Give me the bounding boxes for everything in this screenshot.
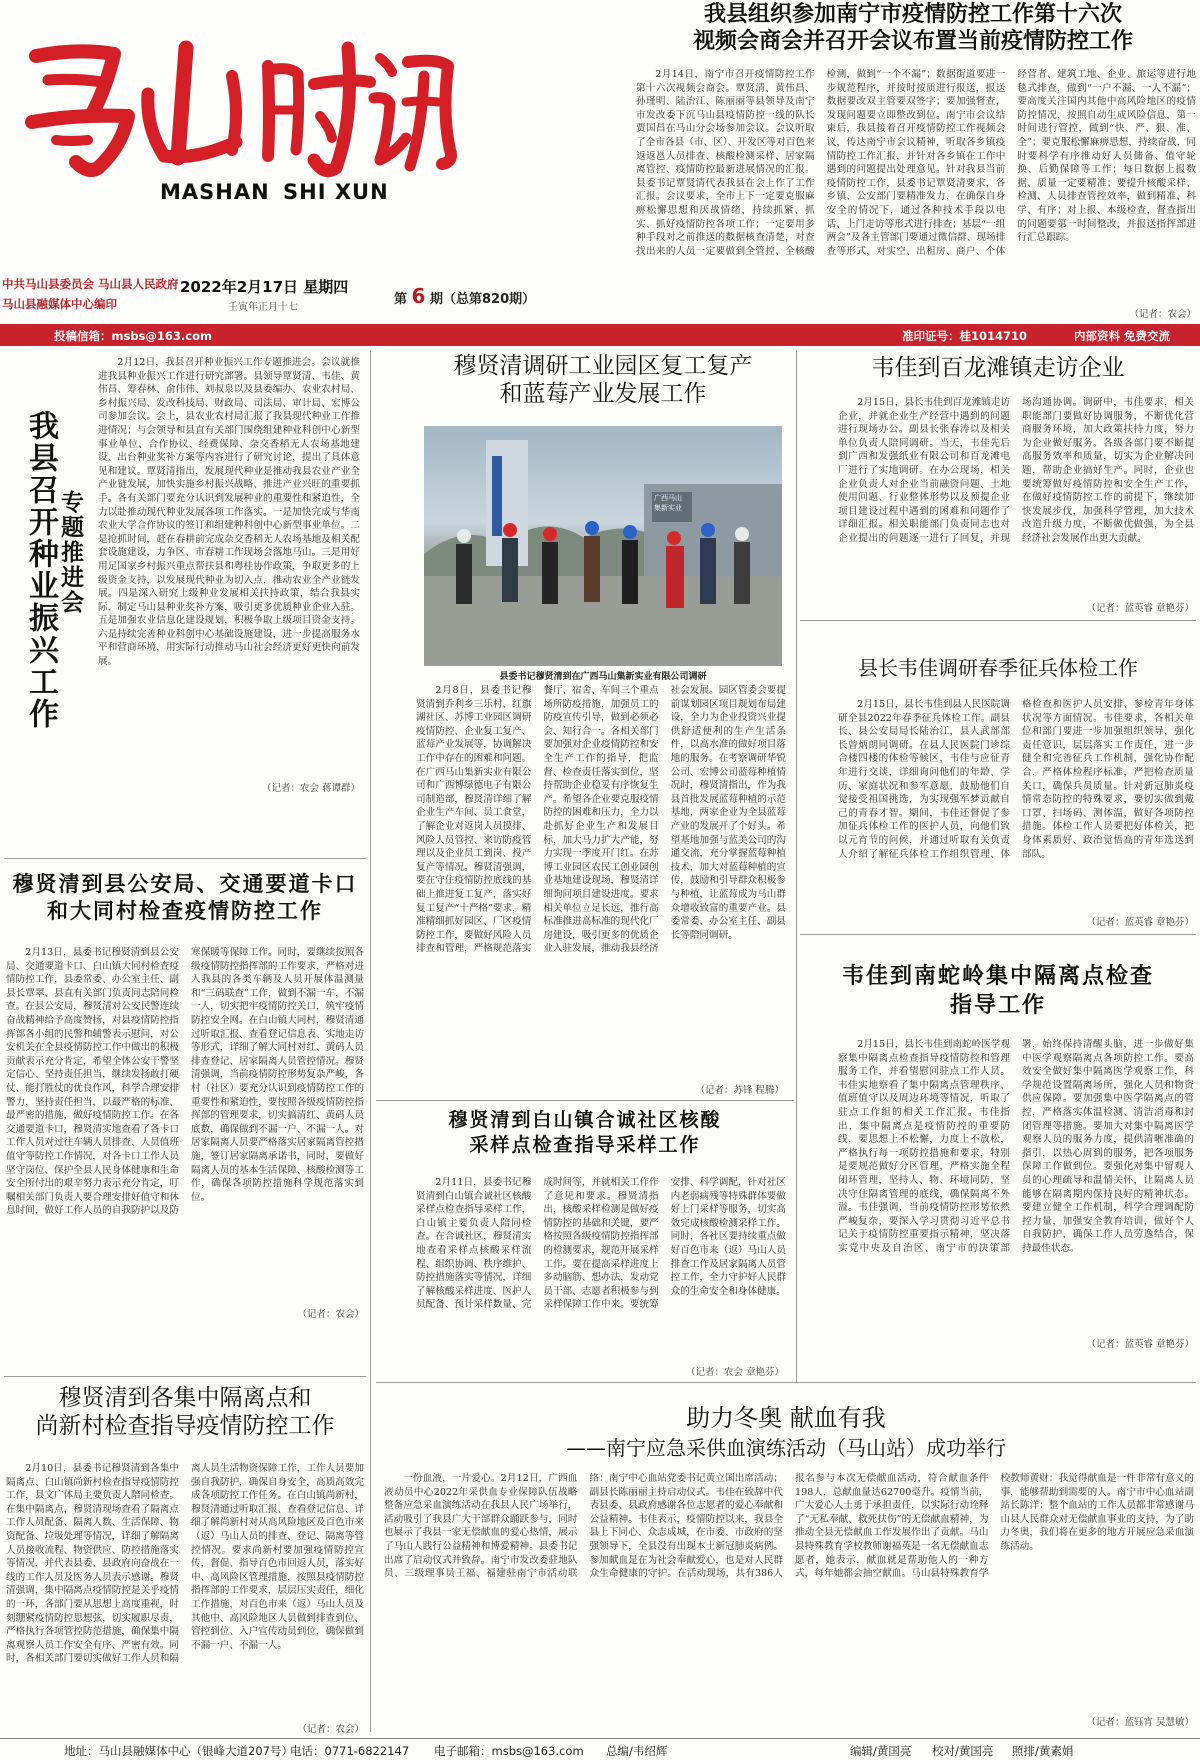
baishan-byline: （记者：农会 章艳芬） [685,1367,784,1378]
footer-editor: 编辑/黄国亮 [850,1744,912,1758]
divider [4,1376,366,1377]
divider [796,350,797,1382]
lunar-date: 壬寅年正月十七 [228,302,298,313]
checkpoint-headline [4,870,366,925]
baishan-headline-line-1: 穆贤清到白山镇合诚社区核酸 [448,1109,722,1131]
blood-byline: （记者：蓝钰宵 吴慧敏） [1086,1717,1194,1728]
divider [4,858,366,859]
issue-date: 2022年2月17日 星期四 [180,278,349,296]
weijia-recruit-body: 2月15日，县长韦佳到县人民医院调研全县2022年春季征兵体检工作。副县长、县公安局局长陆治江，县人武部部长曾炳朗同调研。在县人民医院门诊综合楼四楼的体检等候区，韦佳与应征青年进行交谈，详细询问他们的年龄、学历、家庭状况和参军意愿，鼓励他们自觉接受祖国挑选，为实现强军梦贡献自己的青春才智。期间，韦佳还督促了参加征兵体检工作的医护人员，向他们致以元宵节的问候，并通过听取有关负责人介绍了解征兵体检工作组织管理、体格检查和医护人员安排、参检青年身体状况等方面情况。韦佳要求，各相关单位和部门要进一步加强组织领导，强化责任意识，层层落实工作责任，进一步健全和完善征兵工作机制，强化协作配合，严格体检程序标准，严把检查质量关口，确保兵员质量。针对新冠肺炎疫情常态防控的特殊要求，要切实做到戴口罩、扫场码、测体温，做好各项防控措施。体检工作人员要把好体检关，把身体素质好、政治觉悟高的青年选送到部队。 [838,699,1194,860]
lead-body: 2月14日，南宁市召开疫情防控工作第十六次视频会商会。覃贤清、黄伟昌、孙瑾明、陆治江、陈丽丽等县领导及南宁市发改委下沉马山县疫情防控一线的队长贾国昌在马山分会场参加会议。会议听取了全市各县（市、区）、开发区等对百色来返返邕人员排查、核酸检测采样、居家隔离管控、疫情防控最新进展情况的汇报。县委书记覃贤清代表我县在会上作了工作汇报。会议要求，全市上下一定要克服麻痹松懈思想和厌战情绪，持续抓紧、抓实、抓好疫情防控各项工作；一定要用多种手段对之前推送的数据核查清楚，对查找出来的人员一定要做到全管控、全核酸检测，做到“一个不漏”；数据街道要进一步规范程序，并按时按质进行报送，报送数据要改双主管要双签字；要加强督查，发现问题要立即整改到位。南宁市会议结束后，我县接着召开疫情防控工作视频会议，传达南宁市会议精神，听取各乡镇疫情防控工作汇报，并针对各乡镇在工作中遇到的问题提出处理意见。针对我县当前疫情防控工作，县委书记覃贤清要求，各乡镇、公安部门要精准发力，在确保自身安全的情况下，通过各种技术手段以电话、上门走访等形式进行排查；基层“一组两会”及各主管部门要通过微信群、现场排查等形式，对实空、出租房、商户、个体经营者、建筑工地、企业、旅运等进行地毯式排查，做到“一户不漏、一人不漏”；要高度关注国内其他中高风险地区的疫情防控情况，按照自动生成风险信息，第一时间进行管控，做到“快、严、狠、准、全”；要克服松懈麻痹思想，持续奋战，同时要科学有序推动好人员储备、值守轮换、后勤保障等工作；每日数据上报数据、质量一定要精准；要提升核酸采样、检测、人员排查管控效率，做到精准、科学、有序；对上报、本级检查，督查指出的问题要第一时间整改，并报送指挥部进行汇总跟踪。 [636,69,1196,257]
submission-email: 投稿信箱：msbs@163.com [54,329,212,343]
divider [800,934,1196,935]
checkpoint-headline-line-2: 和大同村检查疫情防控工作 [47,898,323,924]
quarantine-headline-line-2: 尚新村检查指导疫情防控工作 [35,1413,335,1440]
weijia-quarantine-body: 2月15日，县长韦佳到南蛇岭医学观察集中隔离点检查指导疫情防控和管理服务工作，并看望慰问驻点工作人员。韦佳实地察看了集中隔离点管理秩序、值班值守以及周边环境等情况，听取了驻点工作组的相关工作汇报。韦佳指出，集中隔离点是疫情防控的重要防线，要思想上不松懈，力度上不放松，严格执行每一项防控措施和要求，特别是要规范做好分区管理，严格实施全程闭环管理，坚持人、物、环境同防，坚决守住隔离管理的底线，确保隔离不外溢。韦佳强调，当前疫情防控形势依然严峻复杂，要深入学习贯彻习近平总书记关于疫情防控重要指示精神，坚决落实党中央及自治区、南宁市的决策部署，始终保持清醒头脑，进一步做好集中医学观察隔离点各项防控工作。要高效安全做好集中隔离医学观察工作，科学规范设置隔离场所，强化人员和物资供应保障。要加强集中医学隔离点的管控，严格落实体温检测、清洁消毒和封闭管理等措施。要加大对集中隔离医学观察人员的服务力度，提供清晰准确的指引，以热心周到的服务，把各项服务保障工作做到位。要强化对集中留观人员的心理疏导和温情关怀，让隔离人员能够在隔离期内保持良好的精神状态。要建立健全工作机制，科学合理调配防控力量，加强安全教育培训，做好个人自我防护，确保工作人员劳逸结合，保持最佳状态。 [838,1039,1194,1254]
factory-visit-photo-icon [424,426,782,666]
baishan-headline-line-2: 采样点检查指导采样工作 [469,1133,701,1156]
sponsor-line-1: 中共马山县委员会 马山县人民政府 [2,277,179,291]
news-photo [424,426,782,666]
weijia-recruit-byline: （记者：蓝英睿 章艳芬） [1086,917,1194,928]
industrial-headline-line-1: 穆贤清调研工业园区复工复产 [453,353,753,379]
photo-caption: 县委书记穆贤清到在广西马山集新实业有限公司调研 [499,672,707,682]
divider [800,620,1196,621]
footer [0,1738,1200,1760]
internal-notice: 内部资料 免费交流 [1074,329,1171,343]
divider [370,350,371,1732]
weijia-quarantine-byline: （记者：蓝英睿 章艳芬） [1086,1339,1194,1350]
weijia-enterprise-body: 2月15日，县长韦佳到百龙滩镇走访企业，并就企业生产经营中遇到的问题进行现场办公。副县长张春涛以及相关单位负责人陪同调研。当天，韦佳先后到广西和发强纸业有限公司和百龙滩电厂进行了实地调研。在办公现场，相关企业负责人对企业当前融资问题、土地使用问题、行业整体形势以及预提企业项目建设过程中遇到的困难和问题作了详细汇报。相关职能部门负责同志也对企业提出的问题逐一进行了回复，并现场沟通协调。调研中，韦佳要求，相关职能部门要做好协调服务，不断优化营商服务环境，加大政策扶持力度，努力为企业做好服务。各级各部门要不断提高服务效率和质量，切实为企业解决问题，帮助企业搞好生产。同时，企业也要统筹做好疫情防控和安全生产工作，在做好疫情防控工作的前提下，继续加快发展步伐，加强科学管理，加大技术改造升级力度，不断做优做强，为全县经济社会发展作出更大贡献。 [838,397,1194,544]
footer-proofreader: 校对/黄国亮 [932,1744,994,1758]
divider [376,1100,794,1101]
baishan-headline [376,1108,794,1157]
blood-subheadline: ——南宁应急采供血演练活动（马山站）成功举行 [566,1436,1006,1460]
footer-phone: 电话：0771-6822147 [290,1744,410,1758]
quarantine-byline: （记者：农会） [297,1724,364,1735]
issue-number: 6 [411,284,426,308]
checkpoint-body: 2月13日，县委书记穆贤清到县公安局、交通要道卡口、白山镇大同村检查疫情防控工作，县委常委、办公室主任、副县长覃翠、县直有关部门负责同志陪同检查。在县公安局，穆贤清对公安民警连续奋战精神给予高度赞扬，对县疫情防控指挥部各小组的民警和辅警表示慰问，对公安机关在全县疫情防控工作中做出的积极贡献表示充分肯定，希望全体公安干警坚定信心、坚持责任担当，继续发扬敢打硬仗、能打胜仗的优良作风，科学合理安排警力，坚持责任担当，以最严格的标准、最严密的措施，做好疫情防控工作。在各交通要道卡口，穆贤清实地查看了各卡口工作人员对过往车辆人员排查、人员值班值守等防控工作情况，对各卡口工作人员坚守岗位、保护全县人民身体健康和生命安全所付出的艰辛努力表示充分肯定，叮嘱相关部门负责人要合理安排好值守和休息时间，做好工作人员的自我防护以及防寒保暖等保障工作。同时，要继续按照各级疫情防控指挥部的工作要求，严格对进入我县的各类车辆及人员开展体温测量和“三码联查”工作，做到不漏一车，不漏一人，切实把牢疫情防控关口，筑牢疫情防控安全网。在白山镇大同村，穆贤清通过听取汇报、查看登记信息表、实地走访等形式，详细了解大同村对红、黄码人员排查登记、居家隔离人员管控情况。穆贤清强调，当前疫情防控形势复杂严峻，各村（社区）要充分认识到疫情防控工作的重要性和紧迫性，要按照各级疫情防控指挥部的管理要求，切实搞清红、黄码人员底数，确保做到不漏一户、不漏一人。对居家隔离人员要严格落实居家隔离管控措施，签订居家隔离承诺书，同时，要做好隔离人员的基本生活保障、核酸检测等工作，确保各项防控措施科学规范落实到位。 [6,947,364,1217]
weijia-enterprise-headline: 韦佳到百龙滩镇走访企业 [871,355,1125,381]
weijia-quarantine-headline [800,962,1196,1019]
checkpoint-byline: （记者：农会） [297,1309,364,1320]
footer-chief-editor: 总编/韦绍辉 [606,1744,668,1758]
info-bar [0,324,1200,346]
masthead-pinyin-1: MASHAN [160,180,270,204]
sponsor-line-2: 马山县融媒体中心编印 [2,297,117,311]
print-permit: 准印证号：桂1014710 [902,329,1028,343]
industrial-headline-line-2: 和蓝莓产业发展工作 [499,381,707,408]
photo-sign-1: 广西马山 [654,494,682,502]
lead-headline [630,2,1196,56]
baishan-body: 2月11日，县委书记穆贤清到白山镇合诚社区核酸采样点检查指导采样工作，白山镇主要负责人陪同检查。在合诚社区，穆贤清实地查看采样点核酸采样流程、组织协调、秩序维护、防控措施落实等情况，详细了解核酸采样进度、医护人员配备、预计采样数量、完成时间等，并就相关工作作了意见和要求。穆贤清指出，核酸采样检测是做好疫情防控的基础和关键，要严格按照各级疫情防控指挥部的检测要求，规范开展采样工作。要在提高采样进度上多动脑筋、想办法，发动党员干部、志愿者积极参与到采样保障工作中来。要统筹安排、科学调配，针对社区内老弱病残等特殊群体要做好上门采样等服务，切实高效完成核酸检测采样工作。同时，各社区要持续重点做好百色市来（返）马山人员排查工作及居家隔离人员管控工作，全力守护好人民群众的生命安全和身体健康。 [416,1177,786,1311]
seed-title-sub: 专题推进会 [57,490,83,615]
issue-prefix: 第 [394,292,408,307]
calligraphy-logo-icon [18,18,458,188]
weijia-quarantine-headline-line-2: 指导工作 [949,991,1046,1018]
photo-sign-2: 集新实业 [654,504,682,512]
divider [376,1382,1196,1383]
blood-headline: 助力冬奥 献血有我 [686,1404,886,1432]
checkpoint-headline-line-1: 穆贤清到县公安局、交通要道卡口 [12,871,358,896]
lead-headline-line-2: 视频会商会并召开会议布置当前疫情防控工作 [692,28,1133,54]
footer-typesetter: 照排/黄素娟 [1012,1744,1074,1758]
issue-number-line [394,284,535,308]
seed-title-main: 我县召开种业振兴工作 [23,410,58,730]
seed-byline: （记者：农会 蒋谭群） [261,783,360,794]
industrial-body: 2月8日，县委书记穆贤清到乔利乡三乐村、红旗湖社区、苏博工业园区调研疫情防控、企业复工复产、蓝莓产业发展等，协调解决工作中存在的困难和问题。在广西马山集新实业有限公司和广西博绿德电子有限公司制造部，穆贤清详细了解企业生产车间、员工食堂，了解企业对返岗人员摸排、风险人员管控、来访防疫管理以及企业员工到岗、投产复产等情况。穆贤清强调，要在守住疫情防控底线的基础上推进复工复产，落实好复工复产“十严格”要求，精准精细抓好园区、厂区疫情防控工作，要做好风险人员排查和管理，严格规范落实餐厅、宿舍、车间三个重点场所防疫措施，加强员工的防疫宣传引导，做到必须必会、知行合一。各相关部门要加强对企业疫情防控和安全生产工作的指导，把监督、检查责任落实到位，坚持帮助企业稳妥有序恢复生产。希望各企业要克服疫情防控的困难和压力，全力以赴抓好企业生产和发展目标，加大马力扩大产能，努力实现一季度开门红。在苏博工业园区农民工创业园创业基地建设现场，穆贤清详细询问项目建设进度。要求相关单位立足长远，推行高标准推进高标准的现代化厂房建设，吸引更多的优质企业入驻发展，推动我县经济社会发展。园区管委会要提前谋划园区项目规划布局建设，全力为企业投资兴业提供舒适便利的生产生活条件，以高水准的做好项目落地的服务。在考察调研华锐公司、宏博公司蓝莓种植情况时，穆贤清指出，作为我县首批发展蓝莓种植的示范基地，两家企业为全县蓝莓产业的发展开了个好头。希望基地加强与蓝美公司的沟通交流，充分掌握蓝莓种植技术，加大对蓝莓种植的宣传，鼓励和引导群众积极参与种植，让蓝莓成为马山群众增收致富的重要产业。县委常委、办公室主任、副县长等陪同调研。 [416,685,786,955]
footer-address: 地址：马山县融媒体中心（银峰大道207号） [64,1744,293,1758]
industrial-headline [378,352,828,408]
weijia-enterprise-byline: （记者：蓝英睿 章艳芬） [1086,603,1194,614]
footer-email: 电子邮箱：msbs@163.com [434,1744,584,1758]
blood-body: 一份血液，一片爱心。2月12日，广西血液动员中心2022年采供血专业保障队伍战略整备应急采血演练活动在我县人民广场举行，活动吸引了我县广大干部群众踊跃参与，同时也展示了我县一家无偿献血的爱心热情，展示了马山人践行公益精神和博爱精神。县委书记出席了启动仪式并致辞。南宁市发改委驻地队员、三级理事员王福、福建驻南宁市活动联络：南宁中心血站党委书记黄立国出席活动；副县长陈丽丽主持启动仪式。韦佳在致辞中代表县委、县政府感谢各位志愿者的爱心奉献和公益精神。韦佳表示，疫情防控以来，我县全县上下同心、众志成城，在市委、市政府的坚强领导下，全县没有出现本土新冠肺炎病例。参加献血是在为社会奉献爱心，也是对人民群众生命健康的守护。在活动现场，共有386人报名参与本次无偿献血活动，符合献血条件198人，总献血量达62700毫升。疫情当前，广大爱心人士勇于承担责任，以实际行动诠释了“无私奉献、救死扶伤”的无偿献血精神，为推动全县无偿献血工作发展作出了贡献。马山县特殊教育学校教师谢福英是一名无偿献血志愿者，她表示，献血就是帮助他人的一种方式，每年她都会抽空献血。马山县特殊教育学校教师黄财：我觉得献血是一件非常有意义的事，能够帮助到需要的人。南宁市中心血站副站长陈洋：整个血站的工作人员都非常感谢马山县人民群众对无偿献血事业的支持，为了助力冬奥，我们将在更多的地方开展应急采血演练活动。 [384,1473,1194,1580]
quarantine-headline [4,1384,366,1440]
lead-byline: （记者：农会） [1129,309,1196,320]
seed-body: 2月12日，我县召开种业振兴工作专题推进会。会议就推进我县种业振兴工作进行研究部署。县领导覃贤清、韦佳、黄伟昌、筹春林、俞伟伟、刘叔泉以及县委编办、农业农村局、乡村振兴局、发改科技局、财政局、司法局、审计局、宏博公司参加会议。会上，县农业农村局汇报了我县现代种业工作推进情况；与会领导和县直有关部门围绕组建种业科创中心新型事业单位、合作协议、经费保障、杂交香稻无人农场基地建设、出台种业奖补方案等内容进行了研究讨论，提出了具体意见和建议。覃贤清指出，发展现代种业是推动我县农业产业全产业链发展，加快实施乡村振兴战略、推进产业兴旺的重要抓手。各有关部门要充分认识到发展种业的重要性和紧迫性，全力以赴推动现代种业发展各项工作落实。一是加快完成与华南农业大学合作协议的签订和组建种科创中心新型事业单位。二是抢抓时间，赶在春耕前完成杂交香稻无人农场基地及相关配套设施建设，力争区、市春耕工作现场会落地马山。三是用好用足国家乡村振兴重点帮扶县和粤桂协作政策，争取更多的上级资金支持，以发展现代种业为切入点，推动农业全产业链发展。四是深入研究上级种业发展相关扶持政策，结合我县实际，制定马山县种业奖补方案，吸引更多优质种业企业入驻。五是加强农业信息化建设规划，积极争取上级项目资金支持。六是持续完善种业科创中心基础设施建设，进一步提高服务水平和营商环境，用实际行动推动马山社会经济更好更快向前发展。 [98,357,360,668]
weijia-recruit-headline: 县长韦佳调研春季征兵体检工作 [858,656,1138,680]
quarantine-headline-line-1: 穆贤清到各集中隔离点和 [58,1385,312,1411]
industrial-byline: （记者：苏锋 程腾） [695,1085,784,1096]
weijia-quarantine-headline-line-1: 韦佳到南蛇岭集中隔离点检查 [841,963,1154,989]
issue-suffix: 期（总第820期） [430,292,536,307]
masthead-logo [18,18,458,188]
lead-headline-line-1: 我县组织参加南宁市疫情防控工作第十六次 [703,2,1122,27]
quarantine-body: 2月10日，县委书记穆贤清到各集中隔离点、白山镇尚新村检查指导疫情防控工作，县文广体局主要负责人陪同检查。在集中隔离点，穆贤清现场查看了隔离点工作人员配备、隔离人数、生活保障、物资配备、垃圾处理等情况，详细了解隔离人员接收流程、物资供应、防控措施落实等情况，并代表县委、县政府向奋战在一线的工作人员及医务人员表示感谢。穆贤清强调，集中隔离点疫情防控是关乎疫情的一环，各部门要从思想上高度重视，时刻绷紧疫情防控思想弦，切实履职尽责，严格执行各项管控防范措施，确保集中隔离观察人员工作安全有序、严密有效。同时，各相关部门要切实做好工作人员和隔离人员生活物资保障工作，工作人员要加强自我防护，确保自身安全，高质高效完成各项防控工作任务。在白山镇尚新村，穆贤清通过听取汇报、查看登记信息、详细了解尚新村对从高风险地区及百色市来（返）马山人员的排查、登记、隔离等管控情况。要求尚新村要加强疫情防控宣传，督促、指导百色市回返人员，落实好中、高风险区管理措施，按照县疫情防控指挥部的工作要求，层层压实责任，细化工作措施，对百色市来（返）马山人员及其他中、高风险地区人员做到排查到位、管控到位、入户宣传动员到位，确保做到不漏一户、不漏一人。 [6,1463,364,1665]
masthead-pinyin-2: SHI XUN [283,180,389,204]
